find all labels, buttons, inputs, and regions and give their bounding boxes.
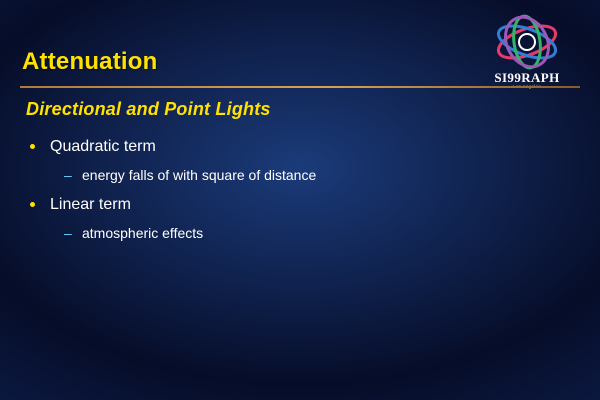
list-item-label: atmospheric effects (82, 225, 204, 241)
list-item (22, 136, 562, 158)
list-item (22, 223, 562, 243)
title-divider (20, 86, 580, 88)
dash-marker-icon: – (64, 167, 72, 183)
list-item-label: energy falls of with square of distance (82, 167, 317, 183)
list-item (22, 194, 562, 216)
bullet-dot-icon (30, 202, 35, 207)
list-item (22, 165, 562, 185)
siggraph-logo-icon (472, 14, 582, 74)
slide-title: Attenuation (22, 48, 158, 75)
dash-marker-icon: – (64, 225, 72, 241)
logo-wordmark: SI99RAPH (494, 70, 560, 85)
list-item-label: Linear term (50, 196, 131, 213)
siggraph-logo (472, 14, 582, 94)
slide-subtitle: Directional and Point Lights (26, 99, 271, 119)
bullet-dot-icon (30, 144, 35, 149)
list-item-label: Quadratic term (50, 138, 156, 155)
bullet-list (22, 136, 562, 252)
